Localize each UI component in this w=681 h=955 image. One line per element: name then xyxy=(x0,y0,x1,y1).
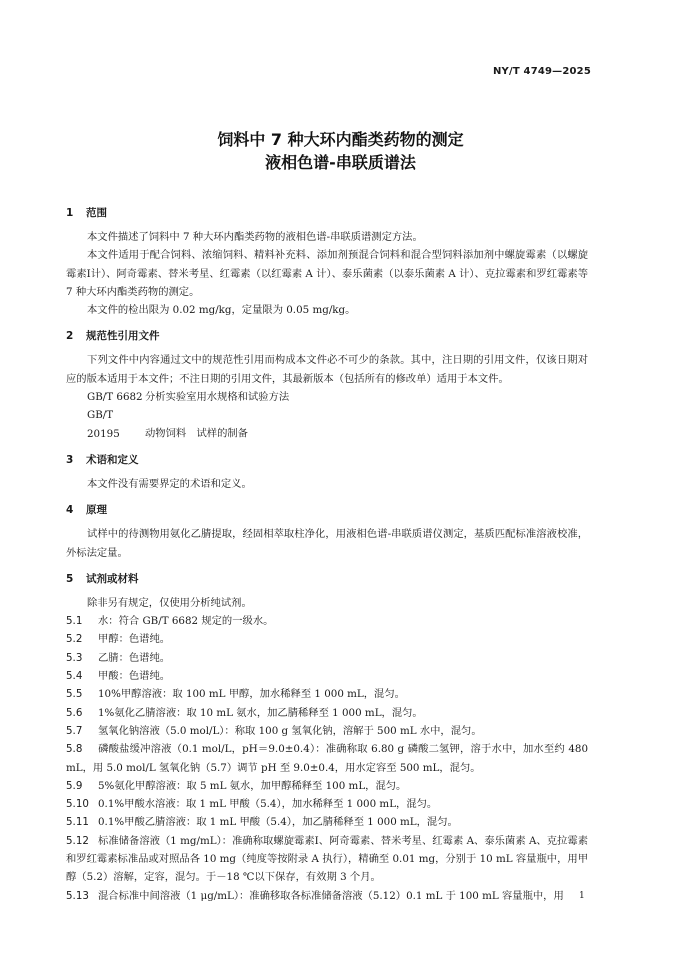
section-title: 规范性引用文件 xyxy=(86,330,160,343)
item-number: 5.6 xyxy=(66,706,83,719)
item-number: 5.12 xyxy=(66,834,89,847)
item-number: 5.11 xyxy=(66,816,89,829)
list-item xyxy=(66,813,588,831)
section-number: 4 xyxy=(66,504,74,517)
section-heading-principle xyxy=(66,501,588,519)
list-item xyxy=(66,649,588,667)
title-line-2: 液相色谱-串联质谱法 xyxy=(265,153,416,172)
reference-code: GB/T 6682 xyxy=(87,391,143,404)
item-text: 甲酸：色谱纯。 xyxy=(98,670,171,683)
title-line-1: 饲料中 7 种大环内酯类药物的测定 xyxy=(217,130,464,149)
item-number: 5.3 xyxy=(66,651,83,664)
list-item xyxy=(66,887,588,905)
paragraph: 本文件描述了饲料中 7 种大环内酯类药物的液相色谱-串联质谱测定方法。 xyxy=(87,231,423,243)
list-item xyxy=(66,722,588,740)
list-item xyxy=(66,832,588,887)
reference-entry xyxy=(66,388,588,406)
list-item xyxy=(66,612,588,630)
item-text: 标准储备溶液（1 mg/mL）：准确称取螺旋霉素Ⅰ、阿奇霉素、替米考星、红霉素 A、泰乐菌素 A、克拉霉素和罗红霉素标准品或对照品各 10 mg（纯度等按附录 A 执行），精确至 0.01 mg，分别于 10 mL 容量瓶中，用甲醇（5.2）溶解，定容，混匀。于－18 ℃以下保存，有效期 3 个月。 xyxy=(66,834,588,884)
section-title: 术语和定义 xyxy=(86,453,139,466)
item-number: 5.9 xyxy=(66,779,83,792)
item-number: 5.10 xyxy=(66,798,89,811)
item-text: 水：符合 GB/T 6682 规定的一级水。 xyxy=(98,615,274,628)
paragraph: 本文件适用于配合饲料、浓缩饲料、精料补充料、添加剂预混合饲料和混合型饲料添加剂中螺旋霉素（以螺旋霉素Ⅰ计）、阿奇霉素、替米考星、红霉素（以红霉素 A 计）、泰乐菌素（以泰乐菌素 A 计）、克拉霉素和罗红霉素等 7 种大环内酯类药物的测定。 xyxy=(66,249,588,298)
item-text: 氢氧化钠溶液（5.0 mol/L）：称取 100 g 氢氧化钠，溶解于 500 mL 水中，混匀。 xyxy=(98,724,482,737)
section-number: 1 xyxy=(66,207,74,219)
list-item xyxy=(66,795,588,813)
document-code: NY/T 4749—2025 xyxy=(492,66,591,77)
item-text: 混合标准中间溶液（1 μg/mL）：准确移取各标准储备溶液（5.12）0.1 mL 于 100 mL 容量瓶中，用 xyxy=(98,889,564,902)
item-number: 5.4 xyxy=(66,670,83,683)
reference-entry xyxy=(66,406,588,443)
item-number: 5.1 xyxy=(66,615,83,628)
item-text: 甲醇：色谱纯。 xyxy=(98,633,171,646)
item-text: 10%甲醇溶液：取 100 mL 甲醇，加水稀释至 1 000 mL，混匀。 xyxy=(98,688,405,701)
paragraph: 本文件没有需要界定的术语和定义。 xyxy=(87,477,252,490)
item-text: 0.1%甲酸水溶液：取 1 mL 甲酸（5.4），加水稀释至 1 000 mL，混匀。 xyxy=(98,798,438,811)
section-number: 2 xyxy=(66,330,74,343)
list-item xyxy=(66,667,588,685)
item-text: 1%氨化乙腈溶液：取 10 mL 氨水，加乙腈稀释至 1 000 mL，混匀。 xyxy=(98,706,423,719)
paragraph: 除非另有规定，仅使用分析纯试剂。 xyxy=(87,596,252,609)
list-item xyxy=(66,685,588,703)
page-number: 1 xyxy=(579,891,585,901)
section-title: 原理 xyxy=(86,504,107,517)
section-heading-reagents xyxy=(66,570,588,588)
reference-name: 分析实验室用水规格和试验方法 xyxy=(145,391,290,404)
item-number: 5.8 xyxy=(66,743,83,756)
item-number: 5.2 xyxy=(66,633,83,646)
section-heading-terms xyxy=(66,451,588,469)
reference-code: GB/T 20195 xyxy=(87,409,120,440)
section-title: 试剂或材料 xyxy=(86,572,139,585)
section-heading-scope xyxy=(66,204,588,222)
paragraph: 本文件的检出限为 0.02 mg/kg，定量限为 0.05 mg/kg。 xyxy=(87,304,356,317)
list-item xyxy=(66,704,588,722)
item-number: 5.7 xyxy=(66,724,83,737)
section-number: 3 xyxy=(66,453,74,466)
section-number: 5 xyxy=(66,572,74,585)
item-text: 乙腈：色谱纯。 xyxy=(98,651,171,664)
item-text: 0.1%甲酸乙腈溶液：取 1 mL 甲酸（5.4），加乙腈稀释至 1 000 mL，混匀。 xyxy=(98,816,458,829)
list-item xyxy=(66,740,588,777)
list-item xyxy=(66,777,588,795)
section-title: 范围 xyxy=(86,207,107,219)
paragraph: 下列文件中内容通过文中的规范性引用而构成本文件必不可少的条款。其中，注日期的引用文件，仅该日期对应的版本适用于本文件；不注日期的引用文件，其最新版本（包括所有的修改单）适用于本文件。 xyxy=(66,354,588,385)
document-body xyxy=(66,196,588,905)
list-item xyxy=(66,630,588,648)
reference-name: 动物饲料 试样的制备 xyxy=(145,427,248,440)
item-number: 5.13 xyxy=(66,889,89,902)
item-number: 5.5 xyxy=(66,688,83,701)
section-heading-normative-references xyxy=(66,327,588,345)
item-text: 5%氨化甲醇溶液：取 5 mL 氨水，加甲醇稀释至 100 mL，混匀。 xyxy=(98,779,407,792)
paragraph: 试样中的待测物用氨化乙腈提取，经固相萃取柱净化，用液相色谱-串联质谱仪测定，基质匹配标准溶液校准，外标法定量。 xyxy=(66,528,588,559)
item-text: 磷酸盐缓冲溶液（0.1 mol/L，pH＝9.0±0.4）：准确称取 6.80 g 磷酸二氢钾，溶于水中，加水至约 480 mL，用 5.0 mol/L 氢氧化钠（5.7）调节 pH 至 9.0±0.4，用水定容至 500 mL，混匀。 xyxy=(66,743,588,774)
